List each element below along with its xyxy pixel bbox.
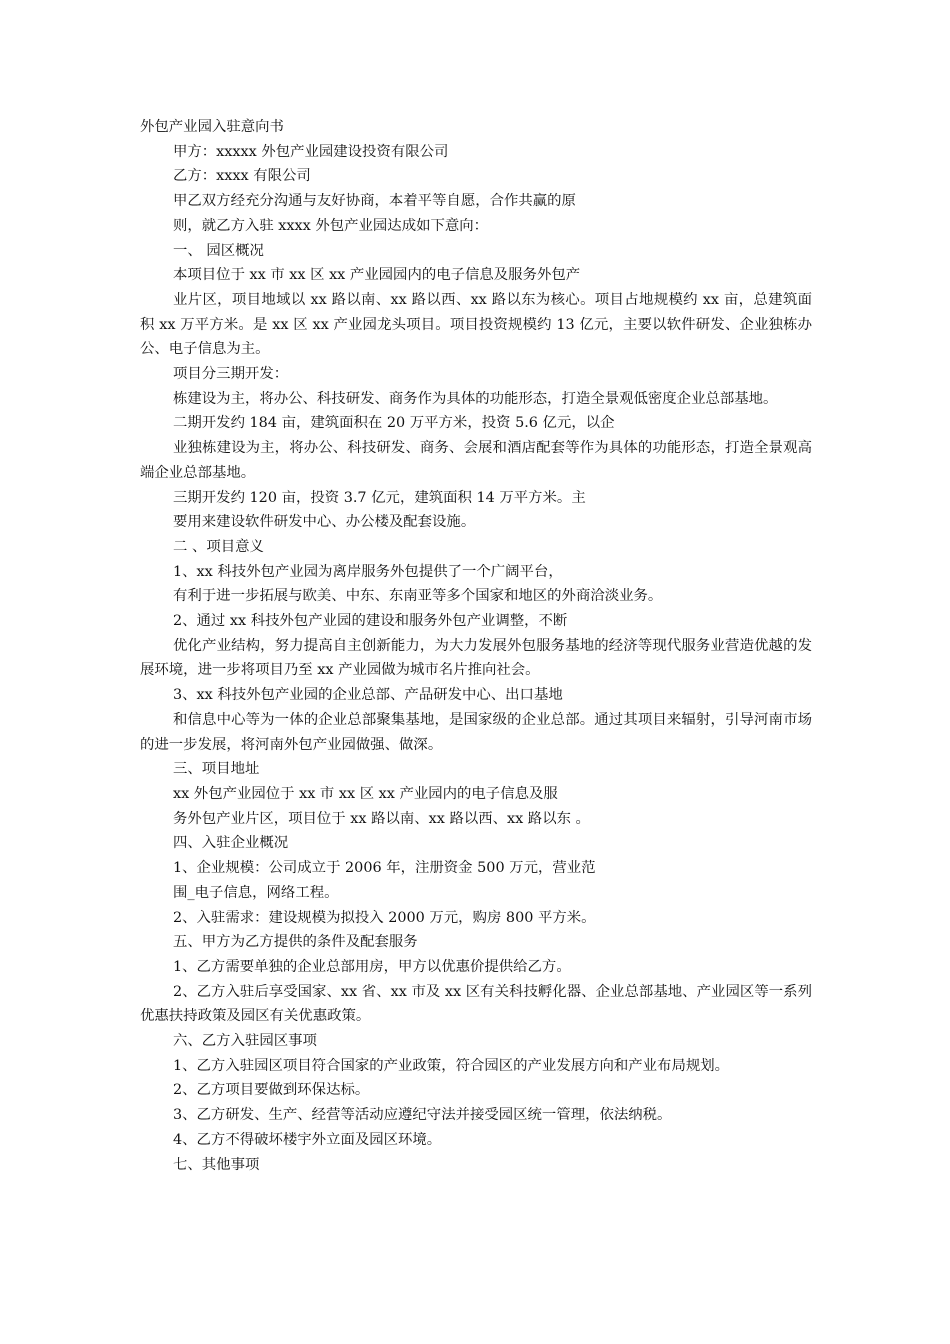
paragraph: 则，就乙方入驻 xxxx 外包产业园达成如下意向： bbox=[173, 217, 489, 234]
section-heading: 二 、项目意义 bbox=[173, 538, 264, 555]
paragraph: 栋建设为主，将办公、科技研发、商务作为具体的功能形态，打造全景观低密度企业总部基地。 bbox=[173, 390, 778, 407]
paragraph: 2、通过 xx 科技外包产业园的建设和服务外包产业调整，不断 bbox=[173, 613, 568, 630]
section-heading: 一、 园区概况 bbox=[173, 242, 264, 259]
paragraph: 优化产业结构，努力提高自主创新能力，为大力发展外包服务基地的经济等现代服务业营造优越的发展环境，进一步将项目乃至 xx 产业园做为城市名片推向社会。 bbox=[140, 637, 812, 679]
section-heading: 六、乙方入驻园区事项 bbox=[173, 1033, 317, 1050]
paragraph: 甲方：xxxxx 外包产业园建设投资有限公司 bbox=[173, 143, 449, 160]
paragraph: 2、入驻需求：建设规模为拟投入 2000 万元，购房 800 平方米。 bbox=[173, 909, 596, 926]
paragraph: 二期开发约 184 亩，建筑面积在 20 万平方米，投资 5.6 亿元，以企 bbox=[173, 415, 615, 432]
paragraph: 本项目位于 xx 市 xx 区 xx 产业园园内的电子信息及服务外包产 bbox=[173, 267, 581, 284]
section-heading: 七、其他事项 bbox=[173, 1156, 260, 1173]
paragraph: 1、乙方入驻园区项目符合国家的产业政策，符合园区的产业发展方向和产业布局规划。 bbox=[173, 1057, 730, 1074]
paragraph: 围_电子信息，网络工程。 bbox=[173, 884, 339, 901]
document-page bbox=[140, 115, 812, 1177]
paragraph: 2、乙方入驻后享受国家、xx 省、xx 市及 xx 区有关科技孵化器、企业总部基地、产业园区等一系列优惠扶持政策及园区有关优惠政策。 bbox=[140, 983, 812, 1025]
paragraph: 和信息中心等为一体的企业总部聚集基地，是国家级的企业总部。通过其项目来辐射，引导河南市场的进一步发展，将河南外包产业园做强、做深。 bbox=[140, 711, 812, 753]
paragraph: 务外包产业片区，项目位于 xx 路以南、xx 路以西、xx 路以东 。 bbox=[173, 810, 590, 827]
paragraph: 甲乙双方经充分沟通与友好协商，本着平等自愿，合作共赢的原 bbox=[173, 193, 576, 210]
paragraph: xx 外包产业园位于 xx 市 xx 区 xx 产业园内的电子信息及服 bbox=[173, 785, 558, 802]
paragraph: 项目分三期开发： bbox=[173, 366, 289, 383]
paragraph: 乙方：xxxx 有限公司 bbox=[173, 168, 311, 185]
paragraph: 业片区，项目地域以 xx 路以南、xx 路以西、xx 路以东为核心。项目占地规模约 xx 亩，总建筑面积 xx 万平方米。是 xx 区 xx 产业园龙头项目。项目投资规模约 13 亿元，主要以软件研发、企业独栋办公、电子信息为主。 bbox=[140, 291, 812, 358]
section-heading: 五、甲方为乙方提供的条件及配套服务 bbox=[173, 934, 418, 951]
paragraph: 1、xx 科技外包产业园为离岸服务外包提供了一个广阔平台， bbox=[173, 563, 563, 580]
paragraph: 3、乙方研发、生产、经营等活动应遵纪守法并接受园区统一管理，依法纳税。 bbox=[173, 1107, 672, 1124]
section-heading: 四、入驻企业概况 bbox=[173, 835, 289, 852]
paragraph: 要用来建设软件研发中心、办公楼及配套设施。 bbox=[173, 514, 476, 531]
paragraph: 1、乙方需要单独的企业总部用房，甲方以优惠价提供给乙方。 bbox=[173, 958, 571, 975]
paragraph: 3、xx 科技外包产业园的企业总部、产品研发中心、出口基地 bbox=[173, 687, 563, 704]
paragraph: 4、乙方不得破坏楼宇外立面及园区环境。 bbox=[173, 1131, 442, 1148]
paragraph: 有利于进一步拓展与欧美、中东、东南亚等多个国家和地区的外商洽淡业务。 bbox=[173, 588, 663, 605]
section-heading: 三、项目地址 bbox=[173, 761, 260, 778]
paragraph: 1、企业规模：公司成立于 2006 年，注册资金 500 万元，营业范 bbox=[173, 860, 596, 877]
paragraph: 三期开发约 120 亩，投资 3.7 亿元，建筑面积 14 万平方米。主 bbox=[173, 489, 586, 506]
paragraph: 2、乙方项目要做到环保达标。 bbox=[173, 1082, 370, 1099]
paragraph: 业独栋建设为主，将办公、科技研发、商务、会展和酒店配套等作为具体的功能形态，打造全景观高端企业总部基地。 bbox=[140, 440, 812, 481]
document-title: 外包产业园入驻意向书 bbox=[140, 119, 284, 135]
